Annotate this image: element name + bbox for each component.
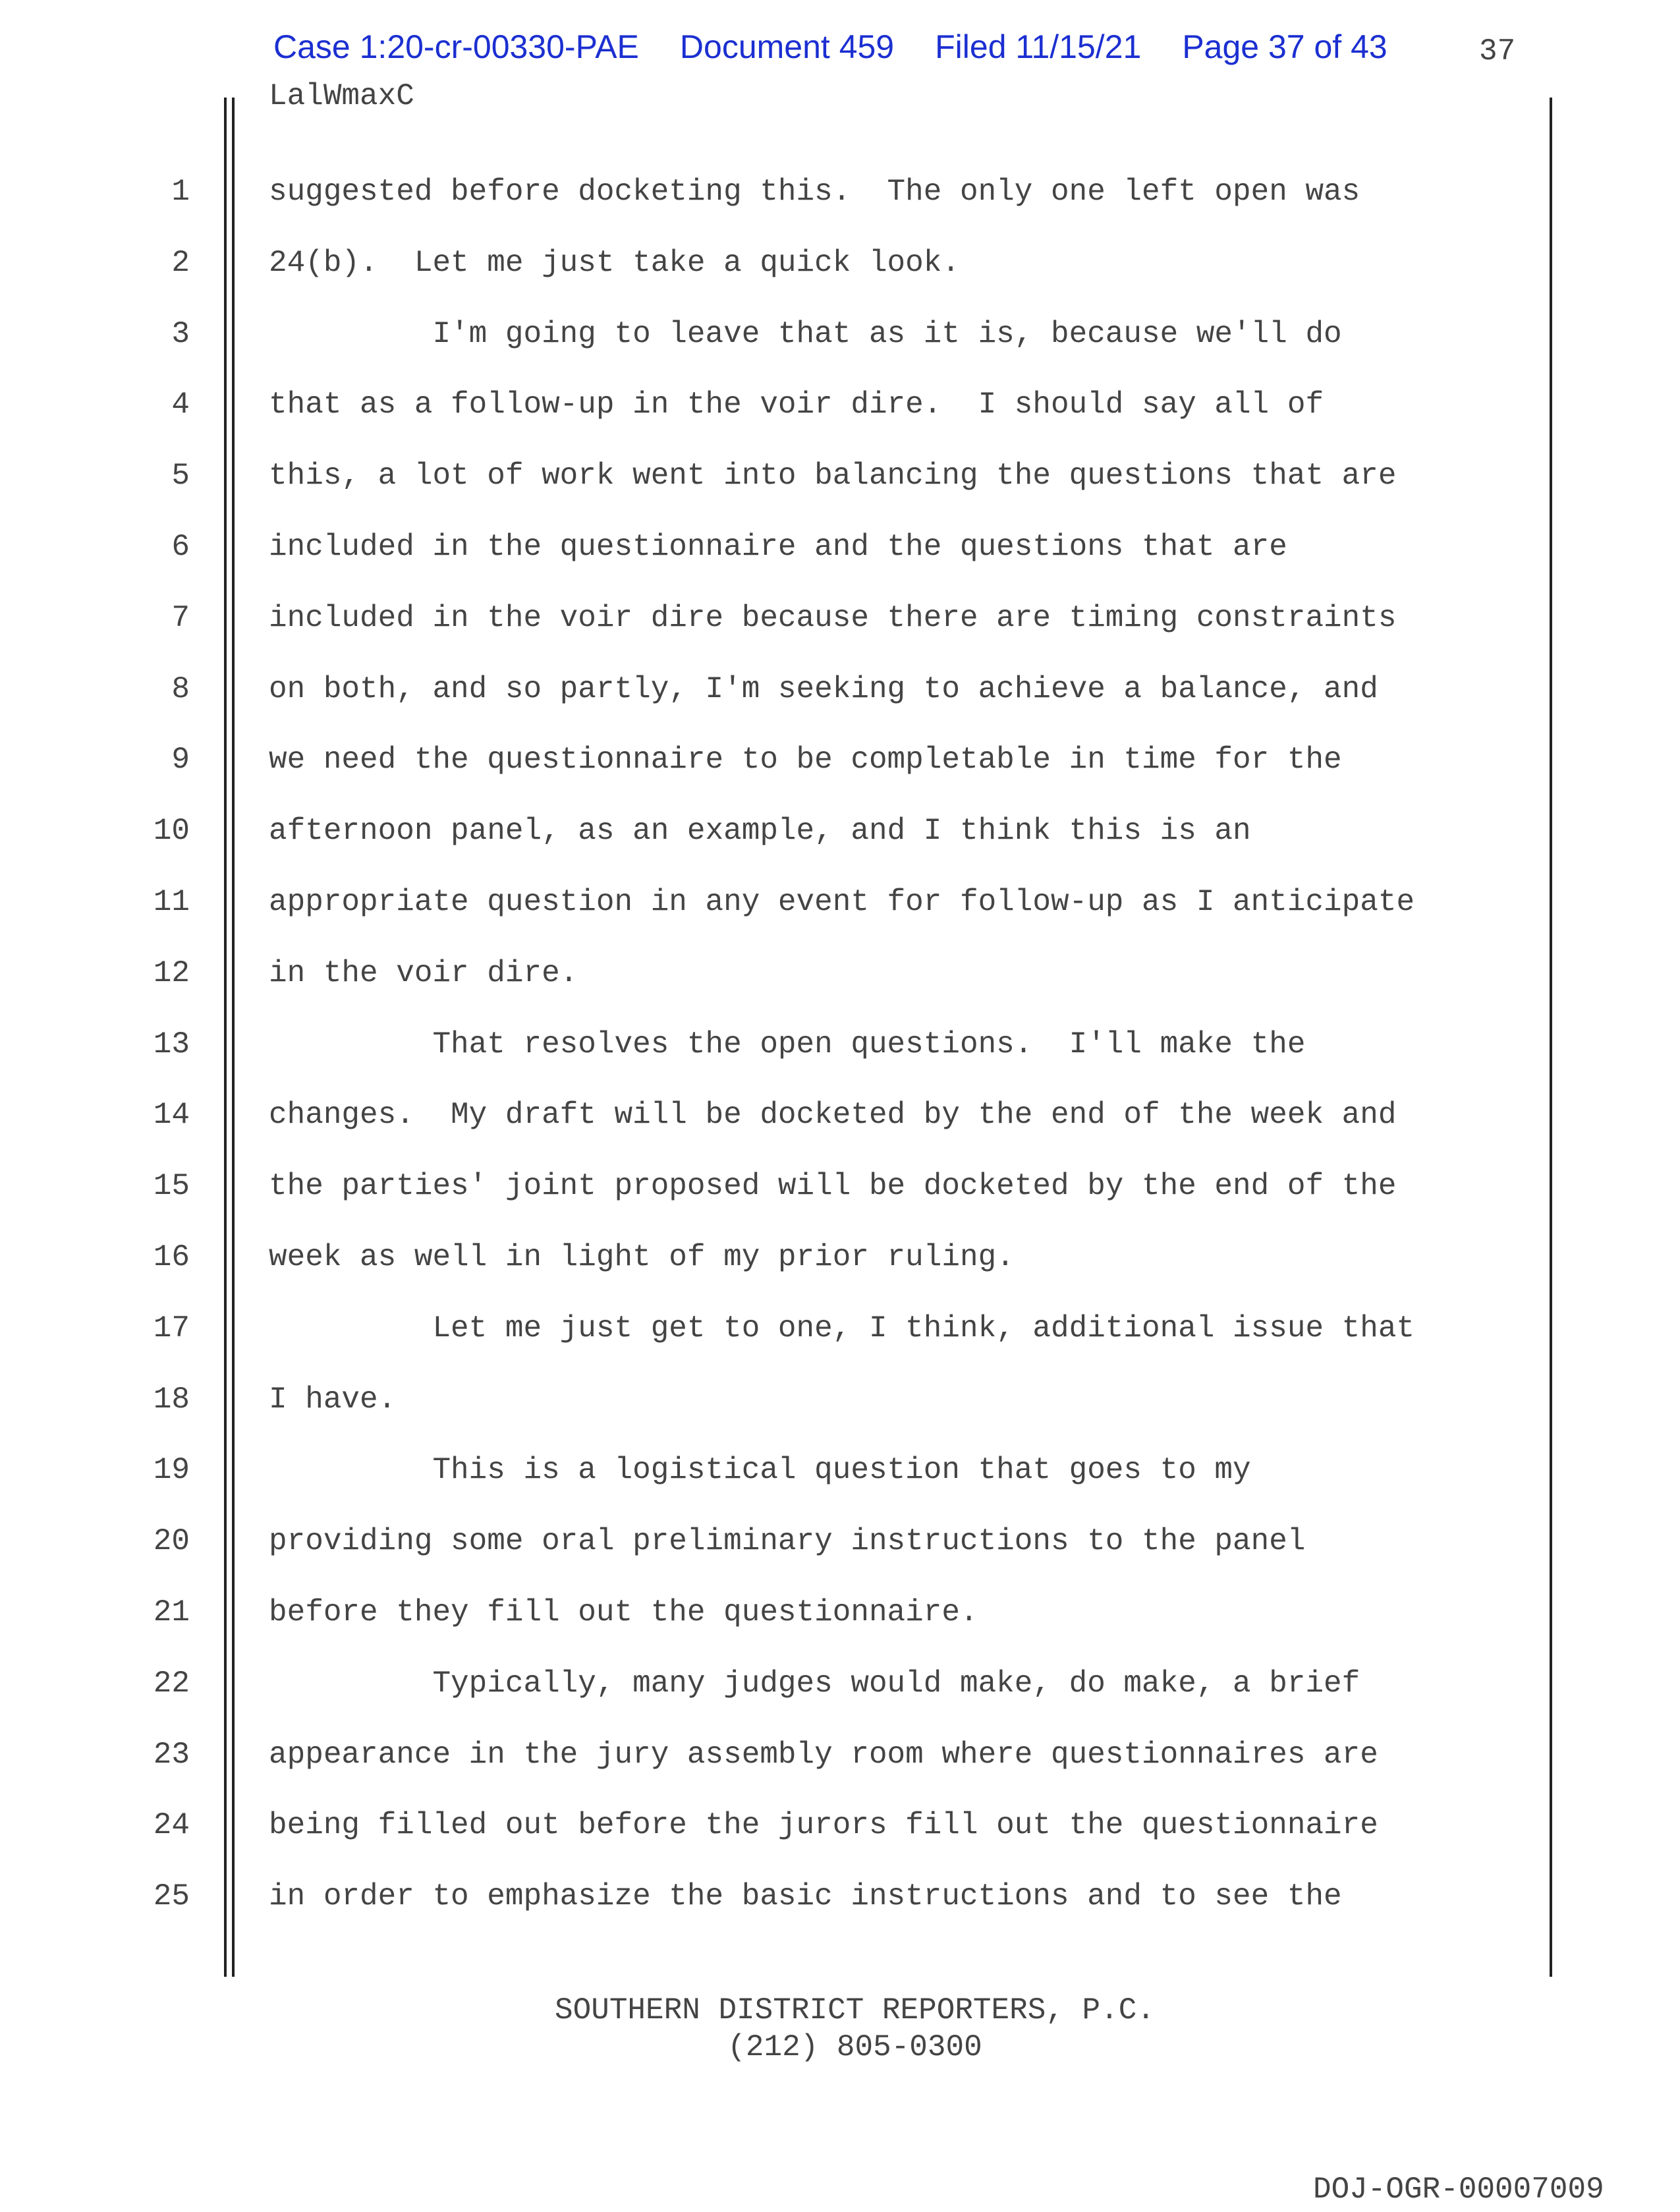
transcript-line <box>0 814 1680 885</box>
reporter-footer <box>0 1992 1680 2066</box>
line-number: 18 <box>153 1382 190 1417</box>
line-number: 16 <box>153 1240 190 1274</box>
running-head: LalWmaxC <box>269 79 414 113</box>
transcript-line <box>0 317 1680 388</box>
line-number: 15 <box>153 1169 190 1204</box>
line-text: I'm going to leave that as it is, because we'll do <box>269 316 1342 351</box>
transcript-line <box>0 459 1680 530</box>
bates-number: DOJ-OGR-00007009 <box>1313 2172 1604 2207</box>
line-number: 17 <box>153 1311 190 1346</box>
line-text: Let me just get to one, I think, additional issue that <box>269 1311 1415 1346</box>
line-number: 22 <box>153 1666 190 1701</box>
line-number: 13 <box>153 1027 190 1062</box>
line-text: suggested before docketing this. The only one left open was <box>269 175 1360 209</box>
transcript-line <box>0 743 1680 814</box>
line-number: 4 <box>171 387 190 422</box>
transcript-line <box>0 1879 1680 1950</box>
document-number[interactable]: Document 459 <box>679 28 895 65</box>
line-number: 8 <box>171 671 190 706</box>
line-number: 5 <box>171 459 190 494</box>
line-text: changes. My draft will be docketed by the end of the week and <box>269 1098 1397 1133</box>
line-text: in the voir dire. <box>269 955 578 990</box>
line-number: 2 <box>171 245 190 280</box>
transcript-line <box>0 175 1680 246</box>
line-text: this, a lot of work went into balancing the questions that are <box>269 459 1397 494</box>
line-number: 21 <box>153 1595 190 1630</box>
page-count[interactable]: Page 37 of 43 <box>1182 28 1387 65</box>
line-number: 9 <box>171 743 190 778</box>
line-number: 7 <box>171 600 190 635</box>
transcript-line <box>0 1098 1680 1169</box>
line-text: providing some oral preliminary instructions to the panel <box>269 1524 1306 1559</box>
line-text: before they fill out the questionnaire. <box>269 1595 978 1630</box>
transcript-line <box>0 956 1680 1027</box>
line-text: appearance in the jury assembly room where questionnaires are <box>269 1737 1378 1772</box>
case-header <box>273 28 1428 66</box>
line-number: 23 <box>153 1737 190 1772</box>
transcript-line <box>0 1311 1680 1382</box>
line-text: week as well in light of my prior ruling. <box>269 1240 1015 1274</box>
transcript-line <box>0 1382 1680 1454</box>
transcript-line <box>0 1808 1680 1879</box>
transcript-line <box>0 1453 1680 1524</box>
transcript-line <box>0 530 1680 601</box>
line-text: being filled out before the jurors fill out the questionnaire <box>269 1808 1378 1843</box>
line-number: 19 <box>153 1453 190 1488</box>
transcript-line <box>0 1524 1680 1595</box>
transcript-line <box>0 246 1680 317</box>
transcript-line <box>0 387 1680 459</box>
line-number: 14 <box>153 1098 190 1133</box>
line-number: 10 <box>153 814 190 849</box>
filed-date[interactable]: Filed 11/15/21 <box>935 28 1142 65</box>
line-number: 12 <box>153 955 190 990</box>
line-text: included in the voir dire because there are timing constraints <box>269 600 1397 635</box>
transcript-line <box>0 1666 1680 1738</box>
line-text: I have. <box>269 1382 397 1417</box>
line-number: 24 <box>153 1808 190 1843</box>
transcript-line <box>0 1240 1680 1311</box>
line-number: 1 <box>171 175 190 209</box>
transcript-line <box>0 1027 1680 1098</box>
line-text: That resolves the open questions. I'll make the <box>269 1027 1306 1062</box>
line-number: 3 <box>171 316 190 351</box>
line-text: appropriate question in any event for follow-up as I anticipate <box>269 885 1415 919</box>
line-text: on both, and so partly, I'm seeking to achieve a balance, and <box>269 671 1378 706</box>
line-number: 11 <box>153 885 190 919</box>
line-text: This is a logistical question that goes to my <box>269 1453 1251 1488</box>
line-text: included in the questionnaire and the questions that are <box>269 530 1287 564</box>
transcript-line <box>0 672 1680 743</box>
line-number: 20 <box>153 1524 190 1559</box>
line-text: we need the questionnaire to be completable in time for the <box>269 743 1342 778</box>
line-text: in order to emphasize the basic instructions and to see the <box>269 1879 1342 1914</box>
transcript-line <box>0 1595 1680 1666</box>
line-text: the parties' joint proposed will be docketed by the end of the <box>269 1169 1397 1204</box>
reporter-name: SOUTHERN DISTRICT REPORTERS, P.C. <box>555 1993 1155 2028</box>
transcript-line <box>0 885 1680 956</box>
transcript-line <box>0 1169 1680 1240</box>
line-number: 25 <box>153 1879 190 1914</box>
line-number: 6 <box>171 530 190 564</box>
transcript-line <box>0 601 1680 672</box>
line-text: afternoon panel, as an example, and I think this is an <box>269 814 1251 849</box>
transcript-line <box>0 1738 1680 1809</box>
line-text: Typically, many judges would make, do make, a brief <box>269 1666 1360 1701</box>
page-number: 37 <box>1479 34 1516 69</box>
line-text: that as a follow-up in the voir dire. I should say all of <box>269 387 1324 422</box>
reporter-phone: (212) 805-0300 <box>727 2030 982 2064</box>
case-number[interactable]: Case 1:20-cr-00330-PAE <box>273 28 639 65</box>
line-text: 24(b). Let me just take a quick look. <box>269 245 960 280</box>
